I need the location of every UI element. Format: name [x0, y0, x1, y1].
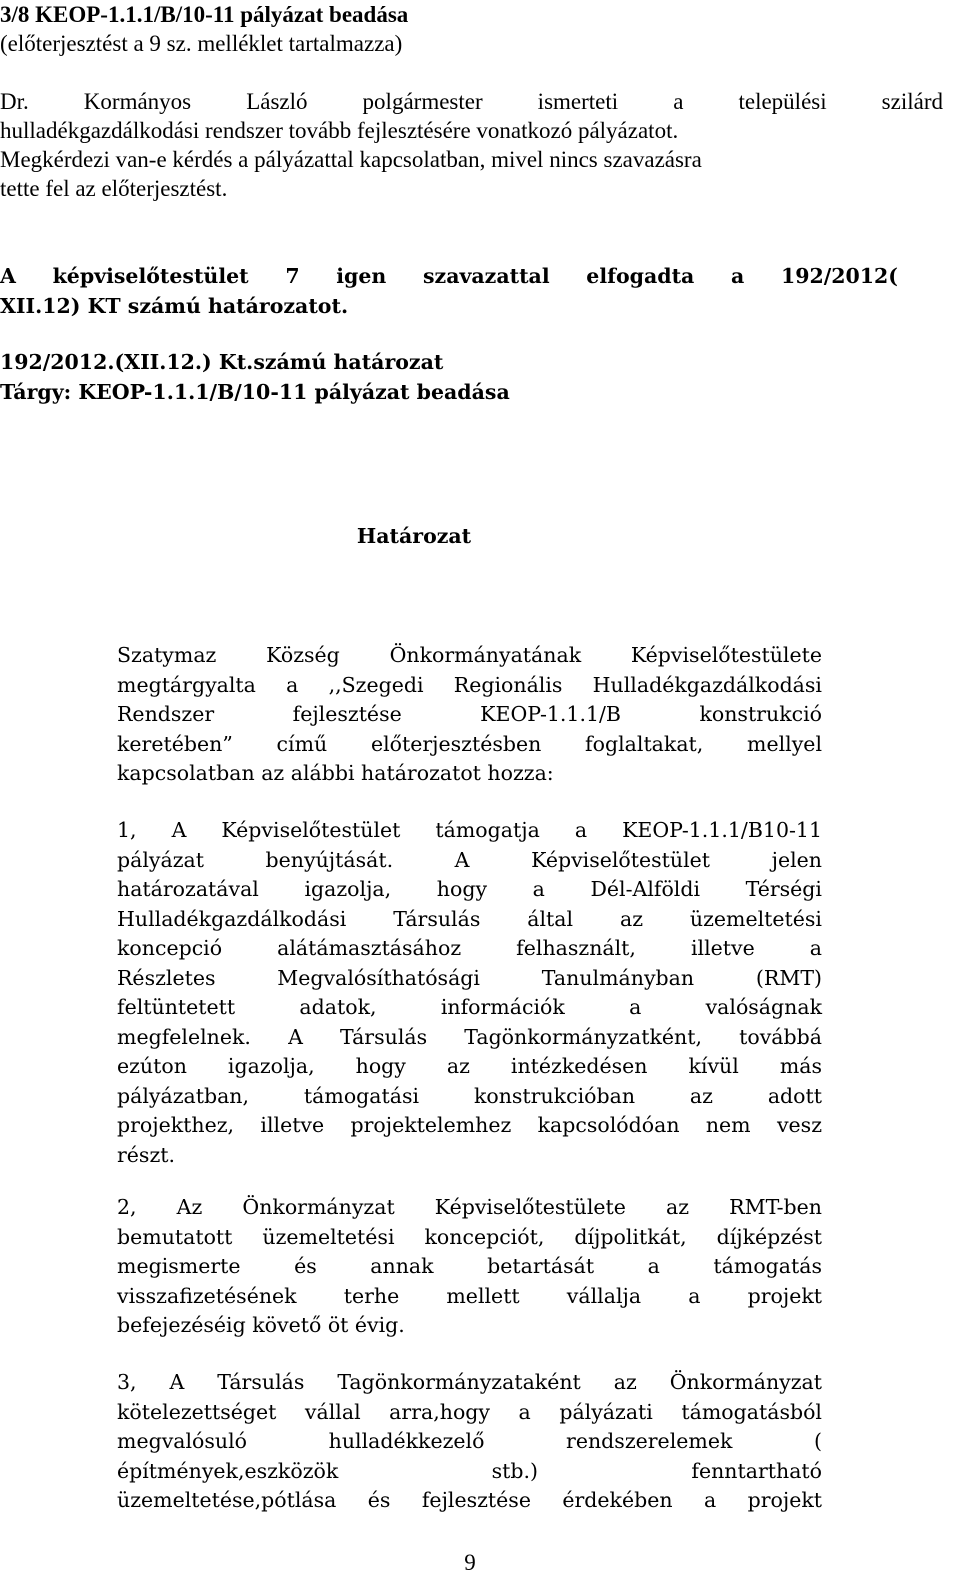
intro-line: Dr. Kormányos László polgármester ismerteti a települési szilárd	[0, 89, 943, 114]
preamble-line: kapcsolatban az alábbi határozatot hozza:	[117, 761, 554, 785]
point-line: koncepció alátámasztásához felhasznált, illetve a	[117, 936, 822, 960]
point-line: visszafizetésének terhe mellett vállalja a projekt	[117, 1283, 822, 1308]
vote-line: A képviselőtestület 7 igen szavazattal elfogadta a 192/2012(	[0, 264, 898, 288]
point-line: kötelezettséget vállal arra,hogy a pályázati támogatásból	[117, 1399, 822, 1424]
preamble-line: keretében” című előterjesztésben foglaltakat, mellyel	[117, 731, 822, 756]
preamble-line: Rendszer fejlesztése KEOP-1.1.1/B konstrukció	[117, 702, 822, 726]
point-line: feltüntetett adatok, információk a valóságnak	[117, 995, 822, 1019]
point-line: pályázatban, támogatási konstrukcióban az adott	[117, 1083, 822, 1108]
decision-subject: Tárgy: KEOP-1.1.1/B/10-11 pályázat beadása	[0, 379, 510, 404]
point-line: 3, A Társulás Tagönkormányzataként az Önkormányzat	[117, 1370, 822, 1394]
resolution-preamble	[117, 641, 822, 789]
decision-number: 192/2012.(XII.12.) Kt.számú határozat	[0, 350, 444, 374]
point-line: üzemeltetése,pótlása és fejlesztése érdekében a projekt	[117, 1488, 822, 1512]
point-line: projekthez, illetve projektelemhez kapcsolódóan nem vesz	[117, 1113, 822, 1137]
point-line: pályázat benyújtását. A Képviselőtestület jelen	[117, 847, 822, 872]
point-line: megvalósuló hulladékkezelő rendszerelemek (	[117, 1429, 822, 1453]
resolution-point-3	[117, 1368, 822, 1516]
section-subtitle: (előterjesztést a 9 sz. melléklet tartalmazza)	[0, 31, 403, 56]
point-line: Hulladékgazdálkodási Társulás által az üzemeltetési	[117, 906, 822, 931]
vote-result	[0, 262, 898, 321]
resolution-point-2	[117, 1193, 822, 1341]
point-line: megismerte és annak betartását a támogatás	[117, 1254, 822, 1278]
resolution-heading: Határozat	[356, 524, 472, 548]
point-line: befejezéséig követő öt évig.	[117, 1313, 405, 1337]
resolution-point-1	[117, 816, 822, 1170]
point-line: megfelelnek. A Társulás Tagönkormányzatként, továbbá	[117, 1024, 822, 1049]
intro-line: tette fel az előterjesztést.	[0, 176, 228, 201]
section-title: 3/8 KEOP-1.1.1/B/10-11 pályázat beadása	[0, 2, 409, 27]
point-line: részt.	[117, 1142, 176, 1167]
point-line: építmények,eszközök stb.) fenntartható	[117, 1458, 822, 1483]
decision-reference	[0, 348, 700, 407]
page-number: 9	[464, 1550, 476, 1575]
intro-line: hulladékgazdálkodási rendszer tovább fejlesztésére vonatkozó pályázatot.	[0, 118, 679, 143]
point-line: határozatával igazolja, hogy a Dél-Alföldi Térségi	[117, 877, 822, 901]
intro-paragraph	[0, 87, 943, 203]
point-line: bemutatott üzemeltetési koncepciót, díjpolitkát, díjképzést	[117, 1224, 822, 1249]
document-header	[0, 0, 560, 58]
preamble-line: megtárgyalta a ,,Szegedi Regionális Hulladékgazdálkodási	[117, 672, 822, 697]
vote-line: XII.12) KT számú határozatot.	[0, 293, 349, 318]
preamble-line: Szatymaz Község Önkormányatának Képviselőtestülete	[117, 643, 822, 667]
point-line: 2, Az Önkormányzat Képviselőtestülete az RMT-ben	[117, 1195, 822, 1219]
intro-line: Megkérdezi van-e kérdés a pályázattal kapcsolatban, mivel nincs szavazásra	[0, 147, 702, 172]
point-line: Részletes Megvalósíthatósági Tanulmányban (RMT)	[117, 965, 822, 990]
point-line: ezúton igazolja, hogy az intézkedésen kívül más	[117, 1054, 822, 1078]
point-line: 1, A Képviselőtestület támogatja a KEOP-1.1.1/B10-11	[117, 818, 822, 842]
